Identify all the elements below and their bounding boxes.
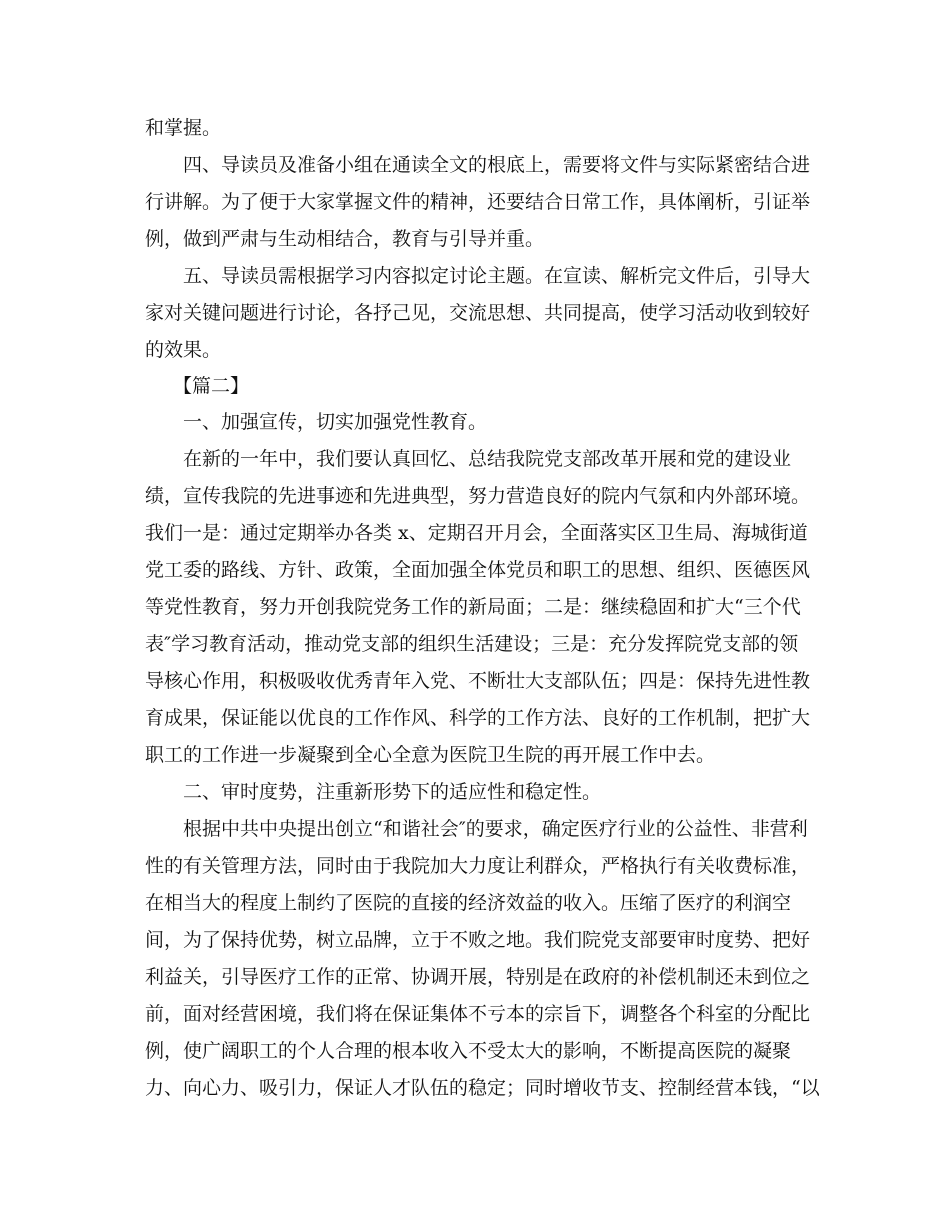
text-line: 我们一是：通过定期举办各类 x、定期召开月会，全面落实区卫生局、海城街道 (145, 522, 808, 544)
text-line: 表″学习教育活动，推动党支部的组织生活建设；三是：充分发挥院党支部的领 (145, 633, 799, 655)
text-line: 间，为了保持优势，树立品牌，立于不败之地。我们院党支部要审时度势、把好 (145, 929, 811, 951)
text-line: 和掌握。 (145, 117, 222, 139)
text-line: 育成果，保证能以优良的工作作风、科学的工作方法、良好的工作机制，把扩大 (145, 707, 811, 729)
text-line: 根据中共中央提出创立“和谐社会″的要求，确定医疗行业的公益性、非营利 (183, 818, 808, 840)
text-line: 职工的工作进一步凝聚到全心全意为医院卫生院的再开展工作中去。 (145, 744, 716, 766)
text-line: 行讲解。为了便于大家掌握文件的精神，还要结合日常工作，具体阐析，引证举 (145, 191, 811, 213)
text-line: 例，做到严肃与生动相结合，教育与引导并重。 (145, 228, 545, 250)
text-line: 五、导读员需根据学习内容拟定讨论主题。在宣读、解析完文件后，引导大 (183, 265, 811, 287)
text-line: 前，面对经营困境，我们将在保证集体不亏本的宗旨下，调整各个科室的分配比 (145, 1003, 811, 1025)
text-line: 力、向心力、吸引力，保证人才队伍的稳定；同时增收节支、控制经营本钱，“以 (145, 1077, 820, 1099)
text-line: 家对关键问题进行讨论，各抒己见，交流思想、共同提高，使学习活动收到较好 (145, 302, 811, 324)
text-line: 党工委的路线、方针、政策，全面加强全体党员和职工的思想、组织、医德医风 (145, 559, 811, 581)
text-line: 绩，宣传我院的先进事迹和先进典型，努力营造良好的院内气氛和内外部环境。 (145, 485, 811, 507)
text-line: 一、加强宣传，切实加强党性教育。 (183, 411, 488, 433)
text-line: 四、导读员及准备小组在通读全文的根底上，需要将文件与实际紧密结合进 (183, 154, 811, 176)
text-line: 在相当大的程度上制约了医院的直接的经济效益的收入。压缩了医疗的利润空 (145, 892, 792, 914)
text-line: 导核心作用，积极吸收优秀青年入党、不断壮大支部队伍；四是：保持先进性教 (145, 670, 811, 692)
text-line: 在新的一年中，我们要认真回忆、总结我院党支部改革开展和党的建设业 (183, 448, 792, 470)
text-line: 例，使广阔职工的个人合理的根本收入不受太大的影响，不断提高医院的凝聚 (145, 1040, 792, 1062)
section-heading: 【篇二】 (173, 375, 250, 397)
text-line: 的效果。 (145, 339, 222, 361)
text-line: 二、审时度势，注重新形势下的适应性和稳定性。 (183, 781, 602, 803)
text-line: 性的有关管理方法，同时由于我院加大力度让利群众，严格执行有关收费标准， (145, 855, 811, 877)
text-line: 等党性教育，努力开创我院党务工作的新局面；二是：继续稳固和扩大“三个代 (145, 596, 801, 618)
text-line: 利益关，引导医疗工作的正常、协调开展，特别是在政府的补偿机制还未到位之 (145, 966, 811, 988)
